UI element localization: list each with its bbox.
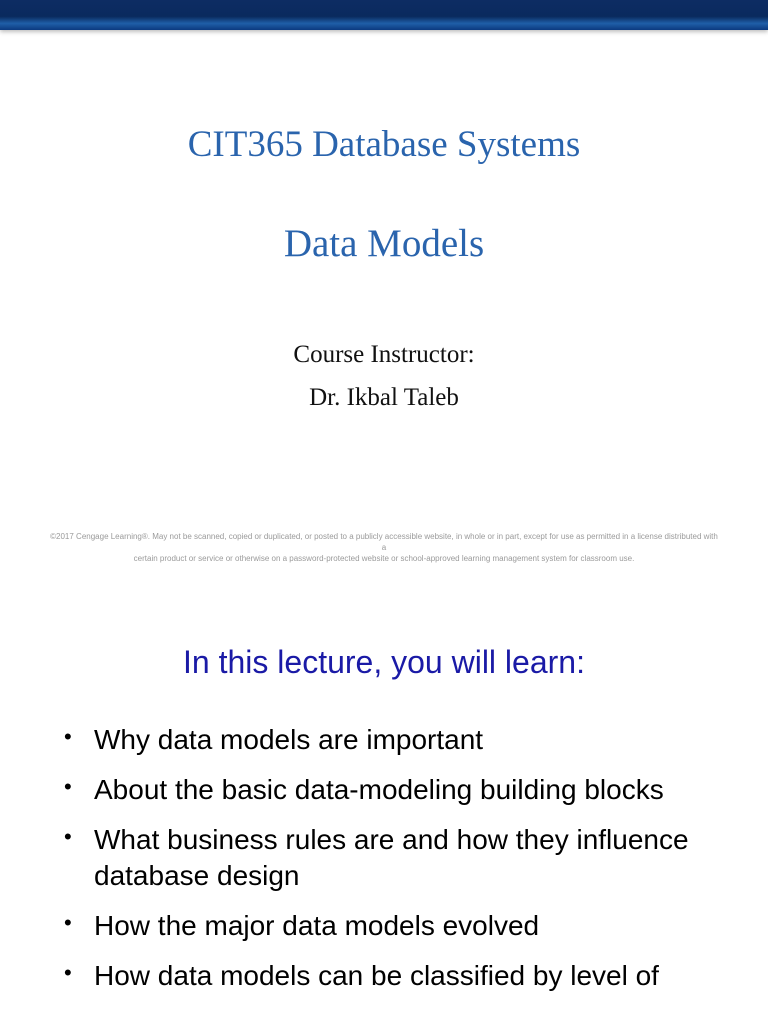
- objectives-list: [64, 722, 724, 1008]
- copyright-line-2: certain product or service or otherwise on a password-protected website or school-approved learning management system for classroom use.: [133, 554, 635, 563]
- bullet-dot-icon: •: [64, 910, 72, 935]
- list-item: [64, 772, 724, 808]
- lecture-title: Data Models: [283, 222, 485, 265]
- copyright-line-1: ©2017 Cengage Learning®. May not be scanned, copied or duplicated, or posted to a publicly accessible website, in whole or in part, except for use as permitted in a license distributed with a: [50, 532, 718, 552]
- list-item: [64, 958, 724, 994]
- course-title: CIT365 Database Systems: [187, 124, 581, 165]
- list-item: [64, 722, 724, 758]
- title-slide: [0, 30, 768, 600]
- bullet-text: How data models can be classified by level of: [94, 960, 659, 991]
- bullet-dot-icon: •: [64, 824, 72, 849]
- bullet-text: How the major data models evolved: [94, 910, 540, 941]
- list-item: [64, 822, 724, 894]
- objectives-slide: [0, 600, 768, 1024]
- bullet-text: About the basic data-modeling building blocks: [94, 774, 664, 805]
- list-item: [64, 908, 724, 944]
- header-bar: [0, 0, 768, 30]
- bullet-dot-icon: •: [64, 724, 72, 749]
- instructor-label: Course Instructor:: [293, 341, 475, 368]
- instructor-name: Dr. Ikbal Taleb: [309, 384, 459, 411]
- bullet-text: Why data models are important: [94, 724, 484, 755]
- objectives-heading: In this lecture, you will learn:: [183, 644, 585, 680]
- bullet-dot-icon: •: [64, 960, 72, 985]
- copyright-notice: [50, 531, 718, 564]
- bullet-dot-icon: •: [64, 774, 72, 799]
- bullet-text: What business rules are and how they influence database design: [94, 824, 689, 891]
